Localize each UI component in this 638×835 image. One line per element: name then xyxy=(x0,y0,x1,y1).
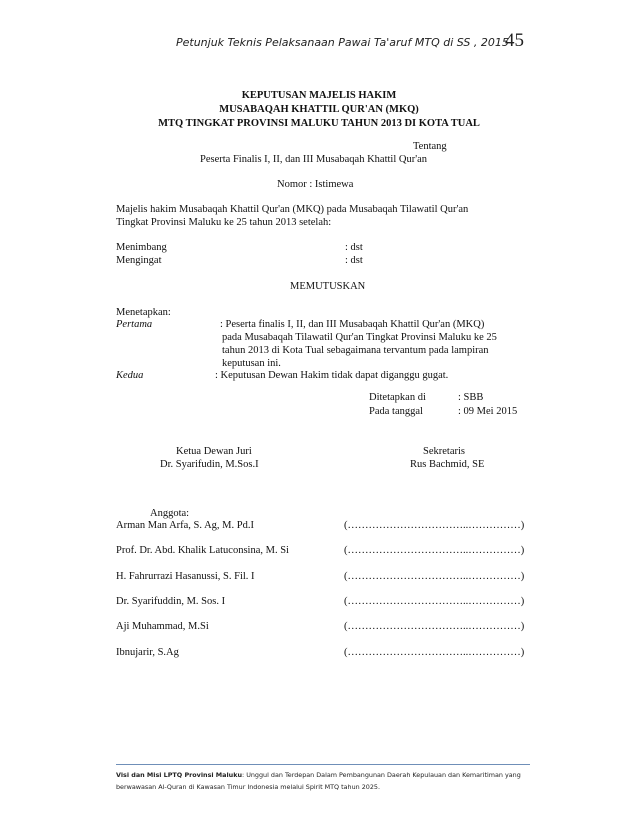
pertama-line3: tahun 2013 di Kota Tual sebagaimana tervantum pada lampiran xyxy=(222,345,489,356)
ketua-name: Dr. Syarifudin, M.Sos.I xyxy=(160,459,259,470)
kedua-text: : Keputusan Dewan Hakim tidak dapat diganggu gugat. xyxy=(215,370,449,381)
menimbang-value: : dst xyxy=(345,242,363,253)
sekretaris-name: Rus Bachmid, SE xyxy=(410,459,485,470)
doc-title-line1: KEPUTUSAN MAJELIS HAKIM xyxy=(241,90,397,101)
page-number: 45 xyxy=(505,30,524,51)
intro-line1: Majelis hakim Musabaqah Khattil Qur'an (MKQ) pada Musabaqah Tilawatil Qur'an xyxy=(116,204,469,215)
member-signature-line: (……………………………..……………) xyxy=(344,520,525,531)
mengingat-value: : dst xyxy=(345,255,363,266)
menimbang-label: Menimbang xyxy=(116,242,167,253)
footer-rule xyxy=(116,764,530,765)
nomor-text: Nomor : Istimewa xyxy=(277,179,354,190)
member-name: Dr. Syarifuddin, M. Sos. I xyxy=(116,596,226,607)
sekretaris-role: Sekretaris xyxy=(423,446,465,457)
memutuskan-heading: MEMUTUSKAN xyxy=(290,281,366,292)
mengingat-label: Mengingat xyxy=(116,255,162,266)
member-signature-line: (……………………………..……………) xyxy=(344,545,525,556)
ditetapkan-value: : SBB xyxy=(458,392,484,403)
footer-line2: berwawasan Al-Quran di Kawasan Timur Indonesia melalui Spirit MTQ tahun 2025. xyxy=(116,783,380,791)
tanggal-value: : 09 Mei 2015 xyxy=(458,406,518,417)
footer-line1 xyxy=(116,771,521,780)
member-name: Ibnujarir, S.Ag xyxy=(116,647,179,658)
anggota-label: Anggota: xyxy=(150,508,190,519)
doc-title-line2: MUSABAQAH KHATTIL QUR'AN (MKQ) xyxy=(219,104,419,115)
member-signature-line: (……………………………..……………) xyxy=(344,647,525,658)
footer-line1-rest: : Unggul dan Terdepan Dalam Pembangunan Daerah Kepulauan dan Kemaritiman yang xyxy=(242,771,521,779)
menetapkan-label: Menetapkan: xyxy=(116,307,171,318)
member-signature-line: (……………………………..……………) xyxy=(344,596,525,607)
pertama-line1: : Peserta finalis I, II, dan III Musabaqah Khattil Qur'an (MKQ) xyxy=(220,319,485,330)
member-name: Arman Man Arfa, S. Ag, M. Pd.I xyxy=(116,520,254,531)
pertama-label: Pertama xyxy=(116,319,153,330)
tanggal-label: Pada tanggal xyxy=(369,406,423,417)
member-signature-line: (……………………………..……………) xyxy=(344,621,525,632)
member-name: Aji Muhammad, M.Si xyxy=(116,621,209,632)
member-name: H. Fahrurrazi Hasanussi, S. Fil. I xyxy=(116,571,255,582)
ketua-role: Ketua Dewan Juri xyxy=(176,446,252,457)
doc-title-line3: MTQ TINGKAT PROVINSI MALUKU TAHUN 2013 DI KOTA TUAL xyxy=(158,118,480,129)
kedua-label: Kedua xyxy=(116,370,144,381)
tentang-label: Tentang xyxy=(413,141,447,152)
ditetapkan-label: Ditetapkan di xyxy=(369,392,426,403)
pertama-line2: pada Musabaqah Tilawatil Qur'an Tingkat Provinsi Maluku ke 25 xyxy=(222,332,497,343)
member-signature-line: (……………………………..……………) xyxy=(344,571,525,582)
intro-line2: Tingkat Provinsi Maluku ke 25 tahun 2013 setelah: xyxy=(116,217,332,228)
member-name: Prof. Dr. Abd. Khalik Latuconsina, M. Si xyxy=(116,545,289,556)
pertama-line4: keputusan ini. xyxy=(222,358,281,369)
footer-bold: Visi dan Misi LPTQ Provinsi Maluku xyxy=(116,771,243,779)
tentang-text: Peserta Finalis I, II, dan III Musabaqah Khattil Qur'an xyxy=(200,154,427,165)
running-header-title: Petunjuk Teknis Pelaksanaan Pawai Ta'aruf MTQ di SS , 2015 xyxy=(176,36,509,49)
